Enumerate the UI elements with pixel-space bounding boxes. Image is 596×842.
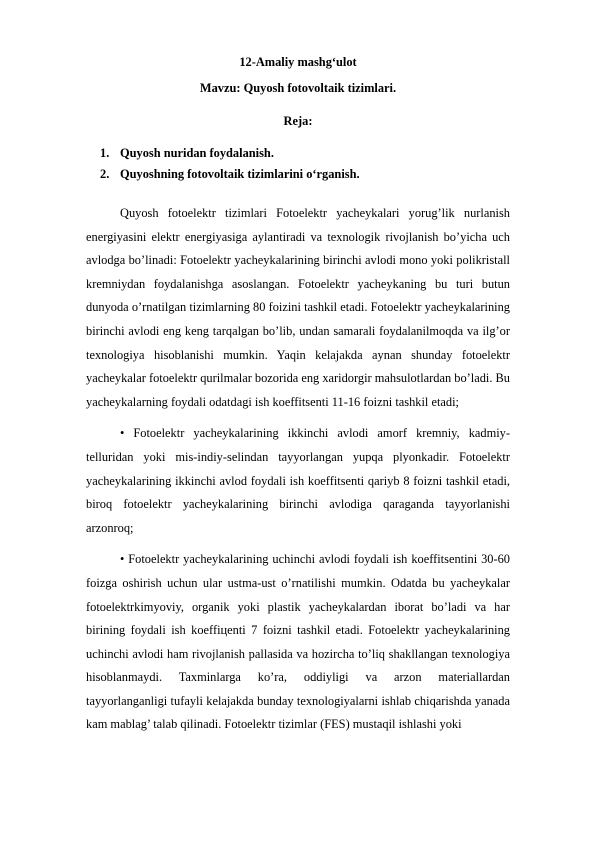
plan-item-number: 1. [100, 146, 110, 160]
plan-item-number: 2. [100, 167, 110, 181]
plan-item-text: Quyosh nuridan foydalanish. [120, 146, 274, 160]
plan-list [100, 143, 520, 185]
plan-item [100, 143, 520, 164]
plan-item [100, 164, 520, 185]
plan-item-text: Quyoshning fotovoltaik tizimlarini o‘rganish. [120, 167, 360, 181]
plan-label: Reja: [283, 114, 313, 128]
body-text [86, 202, 510, 745]
document-title: 12-Amaliy mashg‘ulot [239, 55, 357, 69]
paragraph-third-generation: • Fotoelektr yacheykalarining uchinchi avlodi foydali ish koeffitsentini 30-60 foizga oshirish uchun ular ustma-ust o’rnatilishi mumkin. Odatda bu yacheykalar fotoelektrkimyoviy, organik yoki plastik yacheykalardan iborat bo’ladi va har birining foydali ish koeffiцenti 7 foizni tashkil etadi. Fotoelektr yacheykalarining uchinchi avlodi ham rivojlanish pallasida va hozircha to’liq shakllangan texnologiya hisoblanmaydi. Taxminlarga ko’ra, oddiyligi va arzon materiallardan tayyorlanganligi tufayli kelajakda bunday texnologiyalarni ishlab chiqarishda yanada kam mablag’ talab qilinadi. Fotoelektr tizimlar (FES) mustaqil ishlashi yoki [86, 552, 510, 732]
topic-line: Mavzu: Quyosh fotovoltaik tizimlari. [199, 81, 397, 95]
paragraph-first-generation: Quyosh fotoelektr tizimlari Fotoelektr yacheykalari yorug’lik nurlanish energiyasini elektr energiyasiga aylantiradi va texnologik rivojlanish bo’yicha uch avlodga bo’linadi: Fotoelektr yacheykalarining birinchi avlodi mono yoki polikristall kremniydan foydalanishga asoslangan. Fotoelektr yacheykaning bu turi butun dunyoda o’rnatilgan tizimlarning 80 foizini tashkil etadi. Fotoelektr yacheykalarining birinchi avlodi eng keng tarqalgan bo’lib, undan samarali foydalanilmoqda va ilg’or texnologiya hisoblanishi mumkin. Yaqin kelajakda aynan shunday fotoelektr yacheykalar fotoelektr qurilmalar bozorida eng xaridorgir mahsulotlardan bo’ladi. Bu yacheykalarning foydali odatdagi ish koeffitsenti 11-16 foizni tashkil etadi; [86, 206, 511, 409]
paragraph-second-generation: • Fotoelektr yacheykalarining ikkinchi avlodi amorf kremniy, kadmiy-telluridan yoki mis-indiy-selindan tayyorlangan yupqa plyonkadir. Fotoelektr yacheykalarining ikkinchi avlod foydali ish koeffitsenti qariyb 8 foizni tashkil etadi, biroq fotoelektr yacheykalarining birinchi avlodiga qaraganda tayyorlanishi arzonroq; [86, 426, 510, 535]
